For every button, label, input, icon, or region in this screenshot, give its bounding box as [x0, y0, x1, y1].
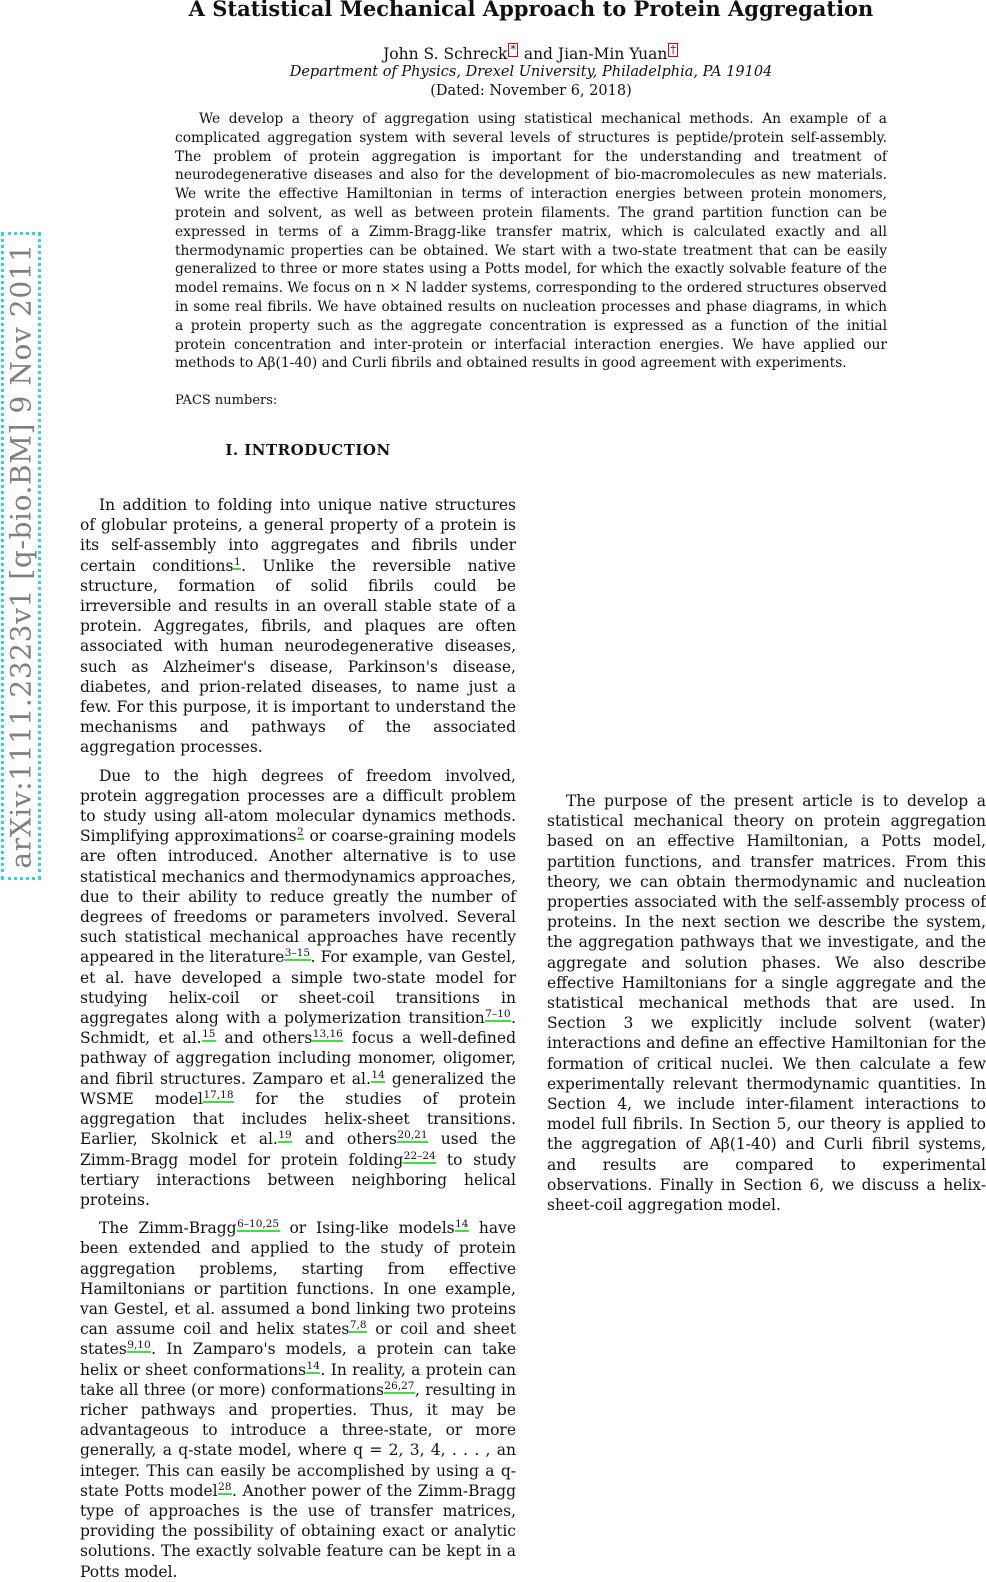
- citation-link[interactable]: 14: [455, 1218, 469, 1231]
- citation-link[interactable]: 26,27: [384, 1379, 415, 1392]
- paper-title: A Statistical Mechanical Approach to Protein Aggregation: [188, 0, 874, 21]
- citation-link[interactable]: 7–10: [485, 1008, 511, 1021]
- author-line: [0, 43, 986, 63]
- paragraph: The purpose of the present article is to develop a statistical mechanical theory on protein aggregation based on an effective Hamiltonian, a Potts model, partition functions, and transfer matrices. From this theory, we can obtain thermodynamic and nucleation properties associated with the self-assembly process of proteins. In the next section we describe the system, the aggregation pathways that we investigate, and the aggregate and solution phases. We also describe effective Hamiltonians for a single aggregate and the statistical mechanical methods that are used. In Section 3 we explicitly include solvent (water) interactions and define an effective Hamiltonian for the formation of critical nuclei. We then calculate a few experimentally relevant thermodynamic quantities. In Section 4, we include inter-filament interactions to model full fibrils. In Section 5, our theory is applied to the aggregation of Aβ(1-40) and Curli fibril systems, and results are compared to experimental observations. Finally in Section 6, we discuss a helix-sheet-coil aggregation model.: [547, 792, 986, 1215]
- citation-link[interactable]: 14: [306, 1359, 320, 1372]
- footnote-link[interactable]: *: [510, 43, 516, 56]
- author-conjunction: and: [523, 45, 553, 63]
- section-heading: I. INTRODUCTION: [225, 441, 391, 459]
- citation-link[interactable]: 6–10,25: [237, 1218, 280, 1231]
- pacs-numbers: PACS numbers:: [175, 393, 278, 408]
- arxiv-identifier-text: arXiv:1111.2323v1 [q-bio.BM] 9 Nov 2011: [4, 243, 38, 869]
- citation-link[interactable]: 3–15: [284, 947, 311, 960]
- paragraph: The Zimm-Bragg$^{6-10,25}$ or Ising-like models$^{14}$ have been extended and applied to the study of protein aggregation problems, starting from effective Hamiltonians or partition functions. In one example, van Gestel, et al. assumed a bond linking two proteins can assume coil and helix states$^{7,8}$ or coil and sheet states$^{9,10}$. In Zamparo's models, a protein can take helix or sheet conformations$^{14}$. In reality, a protein can take all three (or more) conformations$^{26,27}$, resulting in richer pathways and properties. Thus, it may be advantageous to introduce a three-state, or more generally, a q-state model, where q = 2, 3, 4, . . . , an integer. This can easily be accomplished by using a q-state Potts model$^{28}$. Another power of the Zimm-Bragg type of approaches is the use of transfer matrices, providing the possibility of obtaining exact or analytic solutions. The exactly solvable feature can be kept in a Potts model.: [80, 1218, 516, 1581]
- date-line: (Dated: November 6, 2018): [430, 83, 632, 99]
- citation-link[interactable]: 28: [218, 1480, 232, 1493]
- citation-link[interactable]: 15: [202, 1028, 216, 1041]
- right-column: [547, 791, 986, 1215]
- arxiv-identifier-stamp[interactable]: [1, 232, 41, 880]
- footnote-link[interactable]: †: [670, 43, 676, 56]
- author-name: John S. Schreck: [383, 45, 508, 63]
- citation-link[interactable]: 1: [233, 555, 241, 568]
- citation-link[interactable]: 9,10: [127, 1339, 151, 1352]
- citation-link[interactable]: 13,16: [312, 1028, 343, 1041]
- abstract: We develop a theory of aggregation using statistical mechanical methods. An example of a complicated aggregation system with several levels of structures is peptide/protein self-assembly. The problem of protein aggregation is important for the understanding and treatment of neurodegenerative diseases and also for the development of bio-macromolecules as new materials. We write the effective Hamiltonian in terms of interaction energies between protein monomers, protein and solvent, as well as between protein filaments. The grand partition function can be expressed in terms of a Zimm-Bragg-like transfer matrix, which is calculated exactly and all thermodynamic properties can be obtained. We start with a two-state treatment that can be easily generalized to three or more states using a Potts model, for which the exactly solvable feature of the model remains. We focus on n × N ladder systems, corresponding to the ordered structures observed in some real fibrils. We have obtained results on nucleation processes and phase diagrams, in which a protein property such as the aggregate concentration is expressed as a function of the initial protein concentration and inter-protein or interfacial interaction energies. We have applied our methods to Aβ(1-40) and Curli fibrils and obtained results in good agreement with experiments.: [175, 111, 887, 372]
- citation-link[interactable]: 19: [278, 1129, 292, 1142]
- citation-link[interactable]: 17,18: [203, 1088, 234, 1101]
- citation-link[interactable]: 2: [297, 826, 304, 839]
- affiliation: Department of Physics, Drexel University, Philadelphia, PA 19104: [289, 64, 773, 80]
- paragraph: Due to the high degrees of freedom involved, protein aggregation processes are a difficult problem to study using all-atom molecular dynamics methods. Simplifying approximations$^2$ or coarse-graining models are often introduced. Another alternative is to use statistical mechanics and thermodynamics approaches, due to their ability to reduce greatly the number of degrees of freedoms or parameters involved. Several such statistical mechanical approaches have recently appeared in the literature$^{3-15}$. For example, van Gestel, et al. have developed a simple two-state model for studying helix-coil or sheet-coil transitions in aggregates along with a polymerization transition$^{7-10}$. Schmidt, et al.$^{15}$ and others$^{13,16}$ focus a well-defined pathway of aggregation including monomer, oligomer, and fibril structures. Zamparo et al.$^{14}$ generalized the WSME model$^{17,18}$ for the studies of protein aggregation that includes helix-sheet transitions. Earlier, Skolnick et al.$^{19}$ and others$^{20,21}$ used the Zimm-Bragg model for protein folding$^{22-24}$ to study tertiary interactions between neighboring helical proteins.: [80, 766, 517, 1209]
- author-name: Jian-Min Yuan: [557, 45, 668, 63]
- citation-link[interactable]: 20,21: [397, 1129, 428, 1142]
- left-column: [80, 495, 516, 1582]
- paragraph: In addition to folding into unique native structures of globular proteins, a general property of a protein is its self-assembly into aggregates and fibrils under certain conditions$^1$. Unlike the reversible native structure, formation of solid fibrils could be irreversible and results in an overall stable state of a protein. Aggregates, fibrils, and plaques are often associated with human neurodegenerative diseases, such as Alzheimer's disease, Parkinson's disease, diabetes, and prion-related diseases, to name just a few. For this purpose, it is important to understand the mechanisms and pathways of the associated aggregation processes.: [80, 496, 516, 757]
- citation-link[interactable]: 7,8: [349, 1319, 367, 1332]
- citation-link[interactable]: 14: [371, 1068, 385, 1081]
- citation-link[interactable]: 22–24: [403, 1149, 436, 1162]
